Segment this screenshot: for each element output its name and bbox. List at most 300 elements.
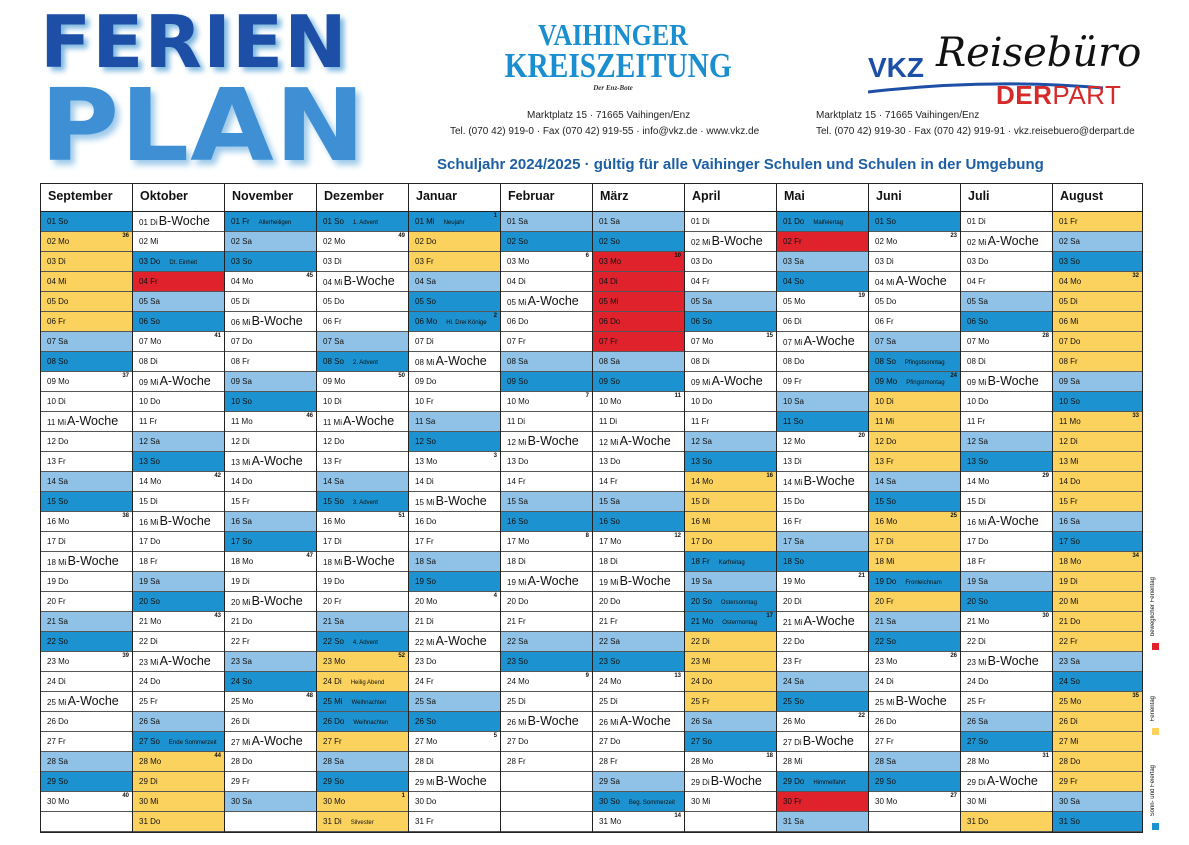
day-cell (1053, 452, 1142, 472)
day-label: 22 Di (967, 637, 986, 646)
day-label: 02 Mo (323, 237, 346, 246)
day-label: 07 Fr (599, 337, 618, 346)
day-cell (961, 532, 1052, 552)
day-label: 02 Mi (139, 237, 159, 246)
day-cell (869, 392, 960, 412)
day-label: 24 Di (323, 677, 342, 686)
day-label: 14 Do (231, 477, 253, 486)
day-label: 19 Mi (599, 578, 619, 587)
day-cell (1053, 472, 1142, 492)
day-cell (133, 472, 224, 492)
agency-script-text: Reisebüro (936, 30, 1142, 76)
week-type-label: A-Woche (67, 694, 119, 708)
day-label: 10 Do (967, 397, 989, 406)
day-label: 16 So (507, 517, 528, 526)
day-cell (317, 232, 408, 252)
day-cell (409, 532, 500, 552)
day-label: 20 Mi (231, 598, 251, 607)
day-label: 18 Sa (415, 557, 436, 566)
day-label: 22 So (47, 637, 68, 646)
day-cell (777, 612, 868, 632)
newspaper-logo (484, 17, 742, 92)
day-label: 07 Mo (691, 337, 714, 346)
day-cell (777, 432, 868, 452)
day-cell (501, 672, 592, 692)
day-label: 15 Sa (599, 497, 620, 506)
day-cell (961, 392, 1052, 412)
day-cell (133, 552, 224, 572)
week-type-label: B-Woche (435, 774, 487, 788)
day-cell (777, 792, 868, 812)
day-cell (961, 692, 1052, 712)
day-label: 03 Do (691, 257, 713, 266)
empty-cell (501, 812, 592, 832)
day-label: 22 So (323, 637, 344, 646)
day-label: 07 Do (1059, 337, 1081, 346)
day-cell (593, 552, 684, 572)
day-cell (501, 592, 592, 612)
day-label: 27 Do (599, 737, 621, 746)
day-label: 12 Sa (139, 437, 160, 446)
day-cell (1053, 812, 1142, 832)
week-type-label: A-Woche (986, 774, 1038, 788)
day-cell (133, 812, 224, 832)
day-label: 03 Mo (507, 257, 530, 266)
day-cell (133, 372, 224, 392)
day-label: 17 Sa (783, 537, 804, 546)
day-cell (961, 552, 1052, 572)
day-label: 10 Di (47, 397, 66, 406)
day-cell (409, 512, 500, 532)
week-type-label: B-Woche (527, 714, 579, 728)
day-cell (133, 392, 224, 412)
day-cell (317, 212, 408, 232)
day-label: 17 Di (47, 537, 66, 546)
day-cell (41, 412, 132, 432)
day-label: 26 Do (47, 717, 69, 726)
day-label: 09 Mi (691, 378, 711, 387)
day-label: 26 Do (875, 717, 897, 726)
calendar-week-number: 10 (674, 253, 681, 259)
day-label: 09 Mi (967, 378, 987, 387)
day-cell (133, 712, 224, 732)
legend-item (1150, 560, 1162, 650)
day-label: 04 Mi (875, 278, 895, 287)
day-label: 30 Sa (1059, 797, 1080, 806)
calendar-week-number: 4 (493, 593, 497, 599)
day-label: 21 Mo (691, 617, 714, 626)
day-cell (777, 412, 868, 432)
calendar-week-number: 26 (950, 653, 957, 659)
day-label: 07 Sa (47, 337, 68, 346)
month-column (501, 184, 593, 832)
calendar-week-number: 1 (493, 213, 497, 219)
day-cell (593, 812, 684, 832)
day-cell (961, 472, 1052, 492)
day-cell (777, 812, 868, 832)
newspaper-contact-block (450, 108, 759, 140)
logo-ferien: FERIEN (40, 0, 348, 84)
day-cell (317, 572, 408, 592)
day-cell (685, 472, 776, 492)
month-header: August (1053, 184, 1142, 212)
day-label: 28 Mo (967, 757, 990, 766)
day-cell (685, 772, 776, 792)
week-type-label: B-Woche (343, 554, 395, 568)
day-label: 11 Mo (231, 417, 253, 426)
legend-swatch (1152, 823, 1159, 830)
day-label: 09 Sa (1059, 377, 1080, 386)
day-label: 08 Sa (507, 357, 528, 366)
day-cell (409, 432, 500, 452)
day-label: 10 Sa (783, 397, 804, 406)
day-cell (41, 492, 132, 512)
day-label: 27 Mi (231, 738, 251, 747)
week-type-label: A-Woche (619, 714, 671, 728)
day-label: 12 So (415, 437, 436, 446)
day-cell (1053, 772, 1142, 792)
day-cell (685, 212, 776, 232)
day-cell (869, 292, 960, 312)
day-cell (869, 592, 960, 612)
day-label: 04 Fr (139, 277, 158, 286)
day-label: 10 So (1059, 397, 1080, 406)
day-label: 29 Sa (599, 777, 620, 786)
month-header: Juli (961, 184, 1052, 212)
day-cell (41, 232, 132, 252)
day-label: 30 Mi (967, 797, 987, 806)
day-label: 20 Fr (323, 597, 342, 606)
day-label: 12 Di (231, 437, 250, 446)
day-cell (41, 392, 132, 412)
day-cell (317, 312, 408, 332)
day-label: 10 Di (323, 397, 342, 406)
day-label: 21 Do (231, 617, 253, 626)
day-label: 10 Do (691, 397, 713, 406)
day-label: 18 Fr (967, 557, 986, 566)
day-cell (593, 372, 684, 392)
day-cell (317, 352, 408, 372)
day-label: 08 Sa (599, 357, 620, 366)
calendar-week-number: 15 (766, 333, 773, 339)
day-cell (1053, 552, 1142, 572)
week-type-label: A-Woche (803, 614, 855, 628)
day-label: 06 Mi (1059, 317, 1079, 326)
day-cell (225, 732, 316, 752)
day-cell (317, 432, 408, 452)
calendar-week-number: 51 (398, 513, 405, 519)
day-label: 13 Fr (875, 457, 894, 466)
day-cell (501, 632, 592, 652)
day-cell (225, 592, 316, 612)
day-label: 03 Di (875, 257, 894, 266)
day-cell (225, 512, 316, 532)
month-header: November (225, 184, 316, 212)
day-cell (409, 232, 500, 252)
day-label: 16 Fr (783, 517, 802, 526)
day-cell (593, 472, 684, 492)
legend-item (1150, 740, 1162, 830)
day-cell (409, 352, 500, 372)
day-cell (593, 592, 684, 612)
day-cell (133, 792, 224, 812)
day-cell (1053, 252, 1142, 272)
day-cell (41, 432, 132, 452)
day-cell (777, 352, 868, 372)
day-label: 18 Mi (47, 558, 67, 567)
day-label: 28 Fr (599, 757, 618, 766)
day-label: 25 Mi (875, 698, 895, 707)
calendar-week-number: 50 (398, 373, 405, 379)
day-label: 07 Do (231, 337, 253, 346)
day-cell (41, 572, 132, 592)
day-cell (133, 572, 224, 592)
calendar-week-number: 49 (398, 233, 405, 239)
calendar-grid (40, 183, 1143, 833)
day-label: 17 Di (875, 537, 894, 546)
day-cell (225, 632, 316, 652)
day-cell (685, 312, 776, 332)
day-label: 11 Mi (47, 418, 66, 427)
day-label: 06 Fr (323, 317, 342, 326)
day-label: 04 Fr (967, 277, 986, 286)
day-label: 01 So (875, 217, 896, 226)
day-label: 08 Di (967, 357, 986, 366)
day-label: 05 Mi (507, 298, 527, 307)
day-cell (685, 432, 776, 452)
day-cell (317, 692, 408, 712)
day-cell (225, 752, 316, 772)
day-cell (409, 392, 500, 412)
day-label: 11 Di (507, 417, 526, 426)
day-label: 25 So (783, 697, 804, 706)
day-cell (225, 492, 316, 512)
day-cell (1053, 372, 1142, 392)
day-label: 09 Do (415, 377, 437, 386)
day-cell (685, 272, 776, 292)
calendar-week-number: 40 (122, 793, 129, 799)
day-label: 19 Do (875, 577, 897, 586)
day-label: 02 So (599, 237, 620, 246)
day-label: 17 Mo (507, 537, 530, 546)
day-label: 14 Sa (323, 477, 344, 486)
day-cell (409, 472, 500, 492)
calendar-week-number: 31 (1042, 753, 1049, 759)
holiday-label: Neujahr (443, 220, 465, 226)
day-cell (409, 652, 500, 672)
day-cell (777, 772, 868, 792)
day-label: 15 So (323, 497, 344, 506)
day-cell (225, 612, 316, 632)
day-cell (593, 432, 684, 452)
day-label: 21 Sa (323, 617, 344, 626)
day-cell (1053, 232, 1142, 252)
calendar-week-number: 42 (214, 473, 221, 479)
day-label: 21 Mo (139, 617, 162, 626)
day-cell (593, 732, 684, 752)
calendar-week-number: 52 (398, 653, 405, 659)
day-label: 29 Fr (231, 777, 250, 786)
day-label: 19 Mo (783, 577, 806, 586)
day-label: 14 Mo (691, 477, 714, 486)
day-label: 05 Mo (783, 297, 806, 306)
day-label: 29 Mi (415, 778, 435, 787)
day-cell (501, 552, 592, 572)
day-cell (41, 212, 132, 232)
week-type-label: B-Woche (67, 554, 119, 568)
day-cell (133, 752, 224, 772)
day-cell (685, 572, 776, 592)
day-label: 07 Mo (139, 337, 162, 346)
day-label: 15 Mi (415, 498, 435, 507)
day-label: 05 Di (1059, 297, 1078, 306)
day-label: 30 Sa (231, 797, 252, 806)
day-cell (961, 612, 1052, 632)
day-label: 13 Do (507, 457, 529, 466)
holiday-label: Beg. Sommerzeit (628, 800, 675, 806)
month-column (41, 184, 133, 832)
day-cell (409, 672, 500, 692)
day-label: 07 Mi (783, 338, 803, 347)
day-label: 25 Fr (967, 697, 986, 706)
day-cell (961, 432, 1052, 452)
day-label: 29 Di (691, 778, 710, 787)
day-cell (409, 632, 500, 652)
day-label: 03 So (231, 257, 252, 266)
day-cell (869, 432, 960, 452)
day-cell (869, 212, 960, 232)
day-cell (869, 612, 960, 632)
day-label: 03 So (1059, 257, 1080, 266)
day-cell (961, 752, 1052, 772)
day-cell (1053, 432, 1142, 452)
day-cell (685, 712, 776, 732)
day-cell (133, 512, 224, 532)
day-label: 05 Sa (967, 297, 988, 306)
day-label: 15 Di (967, 497, 986, 506)
day-cell (593, 352, 684, 372)
day-cell (1053, 632, 1142, 652)
travel-agency-logo (868, 22, 1142, 114)
day-label: 11 Di (599, 417, 618, 426)
week-type-label: B-Woche (895, 694, 947, 708)
day-cell (685, 532, 776, 552)
day-label: 01 Di (139, 218, 158, 227)
day-label: 19 Do (323, 577, 345, 586)
day-cell (1053, 712, 1142, 732)
agency-vkz-text: VKZ (868, 52, 924, 83)
day-cell (133, 772, 224, 792)
day-cell (317, 812, 408, 832)
day-cell (225, 292, 316, 312)
day-label: 03 Sa (783, 257, 804, 266)
day-cell (869, 472, 960, 492)
day-label: 27 Di (783, 738, 802, 747)
day-label: 28 Sa (47, 757, 68, 766)
day-label: 04 Mo (231, 277, 254, 286)
agency-contact-block (816, 108, 1135, 140)
day-label: 17 Do (139, 537, 161, 546)
day-cell (961, 572, 1052, 592)
day-label: 14 Sa (875, 477, 896, 486)
day-label: 11 Mo (1059, 417, 1081, 426)
day-label: 22 So (875, 637, 896, 646)
day-label: 26 So (415, 717, 436, 726)
day-cell (501, 512, 592, 532)
day-cell (961, 312, 1052, 332)
day-label: 09 Sa (231, 377, 252, 386)
day-cell (41, 772, 132, 792)
legend-item (1150, 645, 1162, 735)
day-cell (961, 332, 1052, 352)
day-label: 24 Do (967, 677, 989, 686)
day-cell (501, 692, 592, 712)
day-label: 01 Sa (507, 217, 528, 226)
calendar-week-number: 8 (585, 533, 589, 539)
day-label: 26 Do (323, 717, 345, 726)
day-label: 09 Mo (875, 377, 898, 386)
day-cell (133, 312, 224, 332)
day-label: 20 Fr (875, 597, 894, 606)
day-label: 01 Do (783, 217, 805, 226)
day-cell (869, 492, 960, 512)
day-cell (869, 352, 960, 372)
calendar-week-number: 36 (122, 233, 129, 239)
day-cell (1053, 272, 1142, 292)
calendar-week-number: 7 (585, 393, 589, 399)
day-cell (317, 412, 408, 432)
day-label: 06 Do (599, 317, 621, 326)
day-label: 07 Mo (967, 337, 990, 346)
day-label: 31 So (1059, 817, 1080, 826)
day-cell (225, 352, 316, 372)
day-label: 02 Mo (47, 237, 70, 246)
day-cell (961, 292, 1052, 312)
day-cell (593, 252, 684, 272)
day-cell (869, 572, 960, 592)
newspaper-tagline: Der Enz-Bote (593, 83, 633, 92)
day-cell (777, 292, 868, 312)
holiday-label: Hl. Drei Könige (446, 320, 487, 326)
day-label: 01 Sa (599, 217, 620, 226)
day-cell (501, 572, 592, 592)
day-cell (41, 452, 132, 472)
day-cell (1053, 732, 1142, 752)
holiday-label: 3. Advent (352, 500, 378, 506)
day-cell (225, 572, 316, 592)
day-label: 29 Di (139, 777, 158, 786)
day-label: 01 Fr (231, 217, 250, 226)
holiday-label: 2. Advent (352, 360, 378, 366)
day-cell (317, 292, 408, 312)
day-label: 01 Fr (1059, 217, 1078, 226)
day-label: 16 Mo (47, 517, 70, 526)
day-label: 07 Sa (323, 337, 344, 346)
holiday-label: 4. Advent (352, 640, 378, 646)
calendar-week-number: 28 (1042, 333, 1049, 339)
day-label: 04 Mi (47, 277, 67, 286)
day-label: 08 Mi (415, 358, 435, 367)
day-cell (409, 552, 500, 572)
day-cell (777, 472, 868, 492)
day-label: 24 Di (47, 677, 66, 686)
day-cell (593, 212, 684, 232)
day-cell (41, 352, 132, 372)
day-cell (961, 492, 1052, 512)
day-cell (133, 412, 224, 432)
day-label: 02 Mi (691, 238, 711, 247)
month-header: März (593, 184, 684, 212)
